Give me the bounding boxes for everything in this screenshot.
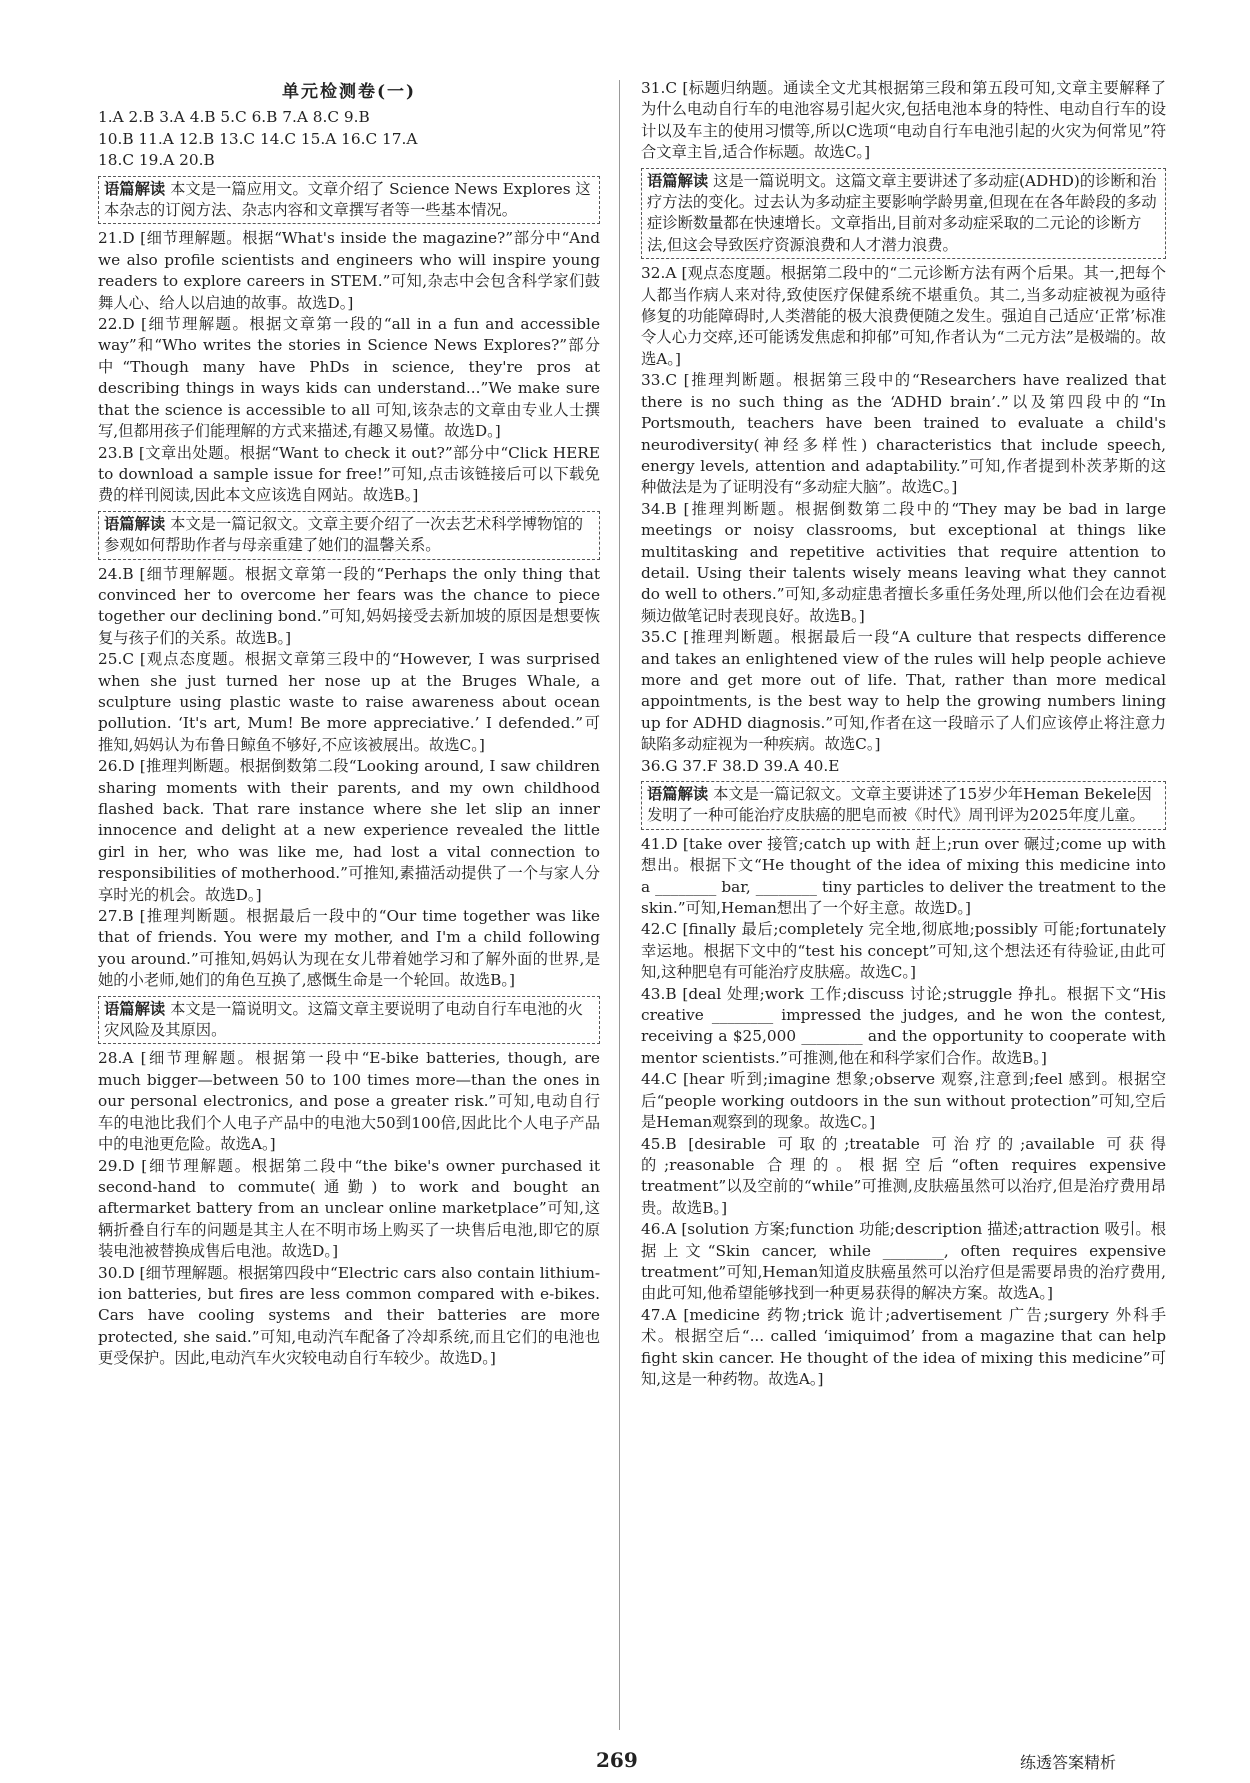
passage-analysis-text: 本文是一篇记叙文。文章主要介绍了一次去艺术科学博物馆的参观如何帮助作者与母亲重建了她们的温馨关系。: [104, 514, 584, 555]
passage-analysis-text: 本文是一篇应用文。文章介绍了 Science News Explores 这本杂志的订阅方法、杂志内容和文章撰写者等一些基本情况。: [104, 179, 591, 220]
page-title: 单元检测卷(一): [281, 82, 417, 102]
passage-analysis-text: 本文是一篇记叙文。文章主要讲述了15岁少年Heman Bekele因发明了一种可能治疗皮肤癌的肥皂而被《时代》周刊评为2025年度儿童。: [647, 785, 1152, 825]
answer-explanation: 42.C [finally 最后;completely 完全地,彻底地;possibly 可能;fortunately 幸运地。根据下文中的“test his concept”可知,这个想法还有待验证,由此可知,这种肥皂有可能治疗皮肤癌。故选C。]: [641, 920, 1166, 982]
answer-explanation: 22.D [细节理解题。根据文章第一段的“all in a fun and accessible way”和“Who writes the stories in Science News Explores?”部分中“Though many have PhDs in science, they're pros at describing things in ways kids can understand...”We make sure that the science is accessible to all 可知,该杂志的文章由专业人士撰写,但都用孩子们能理解的方式来描述,有趣又易懂。故选D。]: [98, 315, 600, 441]
answer-explanation: 23.B [文章出处题。根据“Want to check it out?”部分中“Click HERE to download a sample issue for free!”可知,点击该链接后可以下载免费的样刊阅读,因此本文应该选自网站。故选B。]: [98, 443, 600, 505]
answer-explanation: 33.C [推理判断题。根据第三段中的“Researchers have realized that there is no such thing as the ‘ADHD brain’.”以及第四段中的“In Portsmouth, teachers have been trained to evaluate a child's neurodiversity(神经多样性) characteristics that include speech, energy levels, attention and adaptability.”可知,作者提到朴茨茅斯的这种做法是为了证明没有“多动症大脑”。故选C。]: [641, 371, 1166, 497]
passage-analysis-box: [641, 781, 1166, 830]
passage-analysis-label: 语篇解读: [104, 179, 166, 198]
answer-explanation: 30.D [细节理解题。根据第四段中“Electric cars also contain lithium-ion batteries, but fires are less common compared with e-bikes. Cars have cooling systems and their batteries are more protected, she said.”可知,电动汽车配备了冷却系统,而且它们的电池也更受保护。因此,电动汽车火灾较电动自行车较少。故选D。]: [98, 1263, 600, 1368]
left-column: [98, 78, 600, 1370]
answer-explanation: 36.G 37.F 38.D 39.A 40.E: [641, 756, 840, 775]
answer-explanation: 35.C [推理判断题。根据最后一段“A culture that respects difference and takes an enlightened view of the rules will help people achieve more and get more out of life. That, rather than more medical appointments, is the best way to help the growing numbers lining up for ADHD diagnosis.”可知,作者在这一段暗示了人们应该停止将注意力缺陷多动症视为一种疾病。故选C。]: [641, 628, 1166, 754]
answer-explanation: 46.A [solution 方案;function 功能;description 描述;attraction 吸引。根据上文“Skin cancer, while ________, often requires expensive treatment”可知,Heman知道皮肤癌虽然可以治疗但是需要昂贵的治疗费用,由此可知,他希望能够找到一种更易获得的解决方案。故选A。]: [641, 1220, 1166, 1303]
passage-analysis-box: [641, 168, 1166, 260]
passage-analysis-label: 语篇解读: [104, 999, 166, 1018]
answer-explanation: 32.A [观点态度题。根据第二段中的“二元诊断方法有两个后果。其一,把每个人都当作病人来对待,致使医疗保健系统不堪重负。其二,当多动症被视为亟待修复的功能障碍时,人类潜能的极大浪费便随之发生。强迫自己适应‘正常’标准令人心力交瘁,还可能诱发焦虑和抑郁”可知,作者认为“二元方法”是极端的。故选A。]: [641, 264, 1166, 368]
answer-explanation: 26.D [推理判断题。根据倒数第二段“Looking around, I saw children sharing moments with their parents, and my own childhood flashed back. That rare instance where she let slip an inner innocence and delight at a new experience revealed the little girl in her, who was like me, had lost a vital connection to responsibilities of motherhood.”可推知,素描活动提供了一个与家人分享时光的机会。故选D。]: [98, 757, 600, 904]
left-items: [98, 176, 600, 1370]
answer-explanation: 44.C [hear 听到;imagine 想象;observe 观察,注意到;feel 感到。根据空后“people working outdoors in the sun without protection”可知,空后是Heman观察到的现象。故选C。]: [641, 1070, 1166, 1132]
passage-analysis-box: [98, 996, 600, 1045]
column-divider: [619, 80, 620, 1730]
passage-analysis-label: 语篇解读: [647, 785, 709, 803]
answer-explanation: 24.B [细节理解题。根据文章第一段的“Perhaps the only thing that convinced her to overcome her fears was the chance to piece together our declining bond.”可知,妈妈接受去新加坡的原因是想要恢复与孩子们的关系。故选B。]: [98, 564, 600, 647]
answer-explanation: 41.D [take over 接管;catch up with 赶上;run over 碾过;come up with 想出。根据下文“He thought of the idea of mixing this medicine into a ________ bar, ________ tiny particles to deliver the treatment to the skin.”可知,Heman想出了一个好主意。故选D。]: [641, 834, 1166, 918]
right-column: [641, 78, 1166, 1390]
passage-analysis-box: [98, 176, 600, 225]
footer-label: 练透答案精析: [1020, 1753, 1117, 1772]
answer-explanation: 29.D [细节理解题。根据第二段中“the bike's owner purchased it second-hand to commute(通勤) to work and bought an aftermarket battery from an unclear online marketplace”可知,这辆折叠自行车的问题是其主人在不明市场上购买了一块售后电池,即它的原装电池被替换成售后电池。故选D。]: [98, 1156, 600, 1261]
answer-line-2: 10.B 11.A 12.B 13.C 14.C 15.A 16.C 17.A: [98, 129, 418, 148]
answer-explanation: 31.C [标题归纳题。通读全文尤其根据第三段和第五段可知,文章主要解释了为什么电动自行车的电池容易引起火灾,包括电池本身的特性、电动自行车的设计以及车主的使用习惯等,所以C选项“电动自行车电池引起的火灾为何常见”符合文章主旨,适合作标题。故选C。]: [641, 79, 1166, 162]
passage-analysis-label: 语篇解读: [647, 171, 709, 190]
page-number: 269: [596, 1748, 638, 1772]
answer-explanation: 21.D [细节理解题。根据“What's inside the magazine?”部分中“And we also profile scientists and engineers who will inspire young readers to explore careers in STEM.”可知,杂志中会包含科学家们鼓舞人心、给人以启迪的故事。故选D。]: [98, 229, 600, 312]
answer-explanation: 28.A [细节理解题。根据第一段中“E-bike batteries, though, are much bigger—between 50 to 100 times more—than the ones in our personal electronics, and pose a greater risk.”可知,电动自行车的电池比我们个人电子产品中的电池大50到100倍,因此比个人电子产品中的电池更危险。故选A。]: [98, 1049, 600, 1154]
passage-analysis-text: 本文是一篇说明文。这篇文章主要说明了电动自行车电池的火灾风险及其原因。: [104, 999, 584, 1040]
answer-explanation: 27.B [推理判断题。根据最后一段中的“Our time together was like that of friends. You were my mother, and I'm a child following you around.”可推知,妈妈认为现在女儿带着她学习和了解外面的世界,是她的小老师,她们的角色互换了,感慨生命是一个轮回。故选B。]: [98, 907, 600, 990]
answer-line-3: 18.C 19.A 20.B: [98, 151, 215, 170]
answer-explanation: 47.A [medicine 药物;trick 诡计;advertisement 广告;surgery 外科手术。根据空后“... called ‘imiquimod’ from a magazine that can help fight skin cancer. He thought of the idea of mixing this medicine”可知,这是一种药物。故选A。]: [641, 1305, 1166, 1388]
answer-explanation: 25.C [观点态度题。根据文章第三段中的“However, I was surprised when she just turned her nose up at the Bruges Whale, a sculpture using plastic waste to raise awareness about ocean pollution. ‘It's art, Mum! Be more appreciative.’ I defended.”可推知,妈妈认为布鲁日鲸鱼不够好,不应该被展出。故选C。]: [98, 650, 600, 754]
passage-analysis-text: 这是一篇说明文。这篇文章主要讲述了多动症(ADHD)的诊断和治疗方法的变化。过去认为多动症主要影响学龄男童,但现在在各年龄段的多动症诊断数量都在快速增长。文章指出,目前对多动症采取的二元论的诊断方法,但这会导致医疗资源浪费和人才潜力浪费。: [647, 171, 1157, 254]
answer-explanation: 45.B [desirable 可取的;treatable 可治疗的;available 可获得的;reasonable 合理的。根据空后“often requires expensive treatment”以及空前的“while”可推测,皮肤癌虽然可以治疗,但是治疗费用昂贵。故选B。]: [641, 1134, 1166, 1217]
passage-analysis-label: 语篇解读: [104, 514, 166, 533]
answer-explanation: 34.B [推理判断题。根据倒数第二段中的“They may be bad in large meetings or noisy classrooms, but exceptional at things like multitasking and repetitive activities that require attention to detail. Using their talents wisely means leaving what they cannot do well to others.”可知,多动症患者擅长多重任务处理,所以他们会在边看视频边做笔记时表现良好。故选B。]: [641, 499, 1166, 625]
answer-line-1: 1.A 2.B 3.A 4.B 5.C 6.B 7.A 8.C 9.B: [98, 108, 370, 127]
right-items: [641, 78, 1166, 1390]
answer-explanation: 43.B [deal 处理;work 工作;discuss 讨论;struggle 挣扎。根据下文“His creative ________ impressed the judges, and he won the contest, receiving a $25,000 ________ and the opportunity to cooperate with mentor scientists.”可推测,他在和科学家们合作。故选B。]: [641, 984, 1166, 1067]
passage-analysis-box: [98, 511, 600, 560]
